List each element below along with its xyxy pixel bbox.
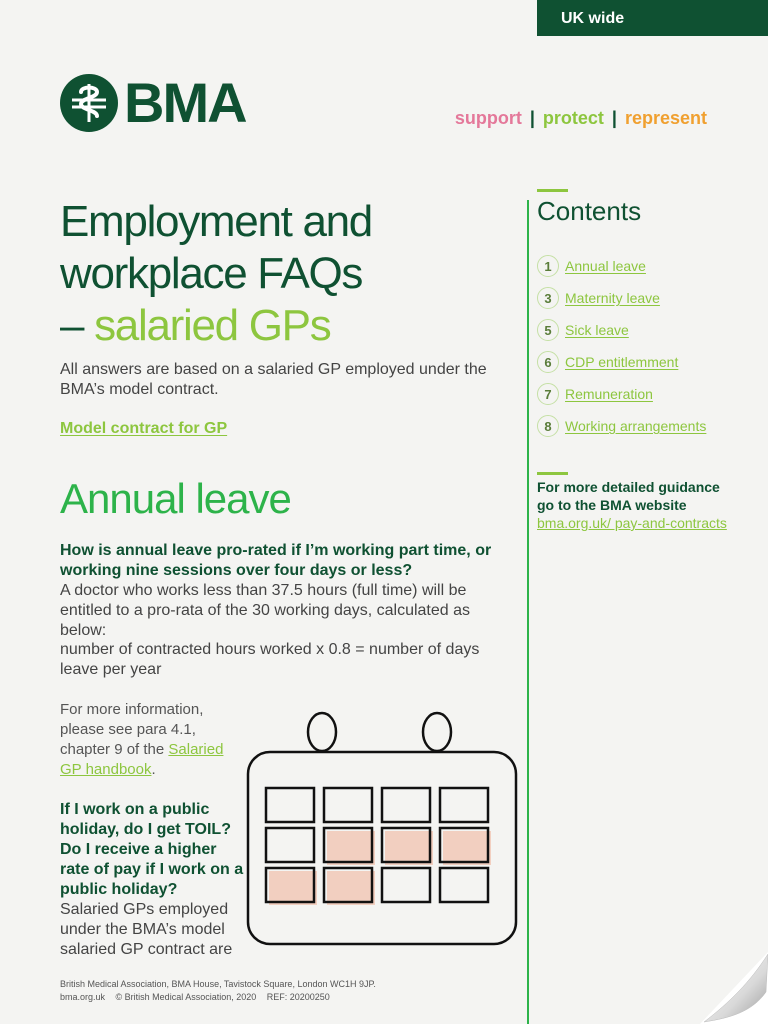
intro-text: All answers are based on a salaried GP employed under the BMA’s model contract.	[60, 361, 487, 398]
bma-website-link[interactable]: bma.org.uk/ pay-and-contracts	[537, 515, 727, 531]
answer-1: A doctor who works less than 37.5 hours (full time) will be entitled to a pro-rata of the 30 working days, calculated as below:	[60, 582, 471, 639]
contents-item-link[interactable]: CDP entitlemment	[565, 354, 679, 370]
calendar-cell	[266, 788, 314, 822]
page-title	[60, 196, 500, 352]
contents-item-link[interactable]: Maternity leave	[565, 290, 660, 306]
answer-2: Salaried GPs employed under the BMA’s model salaried GP contract are	[60, 901, 233, 958]
contents-item[interactable]	[537, 346, 706, 378]
contents-item[interactable]	[537, 314, 706, 346]
contents-item-link[interactable]: Working arrangements	[565, 418, 707, 434]
title-dash: –	[60, 301, 95, 350]
tagline-word: represent	[624, 108, 707, 128]
contents-item-number: 6	[537, 351, 559, 373]
tagline	[455, 108, 707, 129]
bma-logo[interactable]	[60, 71, 246, 134]
footer-copyright: © British Medical Association, 2020	[115, 992, 257, 1002]
contents-item[interactable]	[537, 282, 706, 314]
formula-text: number of contracted hours worked x 0.8 = number of days leave per year	[60, 641, 480, 678]
tagline-word: protect	[542, 108, 604, 128]
calendar-grid	[266, 788, 491, 905]
calendar-cell-highlight	[269, 871, 317, 905]
contents-list	[537, 250, 706, 442]
contents-item-link[interactable]: Remuneration	[565, 386, 653, 402]
title-line: Employment and	[60, 197, 372, 246]
tagline-separator: |	[529, 108, 535, 128]
more-info-suffix: .	[151, 761, 156, 778]
footer-meta	[60, 991, 480, 1004]
model-contract-link[interactable]: Model contract for GP	[60, 420, 228, 437]
title-line	[60, 300, 500, 352]
contents-item-number: 7	[537, 383, 559, 405]
calendar-cell	[382, 788, 430, 822]
contents-item-link[interactable]: Sick leave	[565, 322, 629, 338]
guidance-accent-bar	[537, 472, 568, 475]
calendar-cell	[440, 788, 488, 822]
title-line: workplace FAQs	[60, 249, 363, 298]
tagline-word: support	[454, 108, 522, 128]
tagline-separator: |	[611, 108, 617, 128]
calendar-cell	[382, 868, 430, 902]
guidance-text	[537, 478, 737, 532]
section-heading: Annual leave	[60, 475, 291, 522]
more-info-text	[60, 700, 240, 780]
footer	[60, 978, 480, 1004]
footer-ref: REF: 20200250	[266, 992, 330, 1002]
contents-accent-bar	[537, 189, 568, 192]
contents-item-number: 8	[537, 415, 559, 437]
calendar-ring-right	[423, 713, 451, 751]
contents-title: Contents	[537, 196, 642, 226]
contents-item[interactable]	[537, 250, 706, 282]
calendar-cell	[324, 788, 372, 822]
contents-item-number: 5	[537, 319, 559, 341]
logo-text: BMA	[124, 71, 246, 134]
page-curl-icon	[700, 952, 768, 1024]
footer-address: British Medical Association, BMA House, Tavistock Square, London WC1H 9JP.	[60, 979, 376, 989]
more-info-prefix: For more information, please see para 4.1, chapter 9 of the	[60, 701, 204, 758]
footer-website: bma.org.uk	[60, 992, 106, 1002]
calendar-cell-highlight	[385, 831, 433, 865]
calendar-cell-highlight	[443, 831, 491, 865]
question-1: How is annual leave pro-rated if I’m working part time, or working nine sessions over four days or less?	[60, 542, 492, 579]
calendar-cell	[266, 828, 314, 862]
question-2: If I work on a public holiday, do I get TOIL? Do I receive a higher rate of pay if I work on a public holiday?	[60, 801, 244, 898]
region-tag: UK wide	[537, 0, 768, 36]
contents-item-number: 3	[537, 287, 559, 309]
handbook-link[interactable]: Salaried GP handbook	[60, 741, 224, 778]
contents-item-number: 1	[537, 255, 559, 277]
contents-item-link[interactable]: Annual leave	[565, 258, 646, 274]
bma-logo-icon	[60, 74, 118, 132]
calendar-cell	[440, 868, 488, 902]
guidance-label: For more detailed guidance go to the BMA website	[537, 479, 720, 513]
calendar-cell-highlight	[327, 831, 375, 865]
title-accent: salaried GPs	[94, 301, 331, 350]
calendar-cell-highlight	[327, 871, 375, 905]
calendar-illustration	[244, 700, 520, 950]
sidebar-divider	[527, 200, 529, 1024]
calendar-ring-left	[308, 713, 336, 751]
contents-item[interactable]	[537, 378, 706, 410]
contents-item[interactable]	[537, 410, 706, 442]
